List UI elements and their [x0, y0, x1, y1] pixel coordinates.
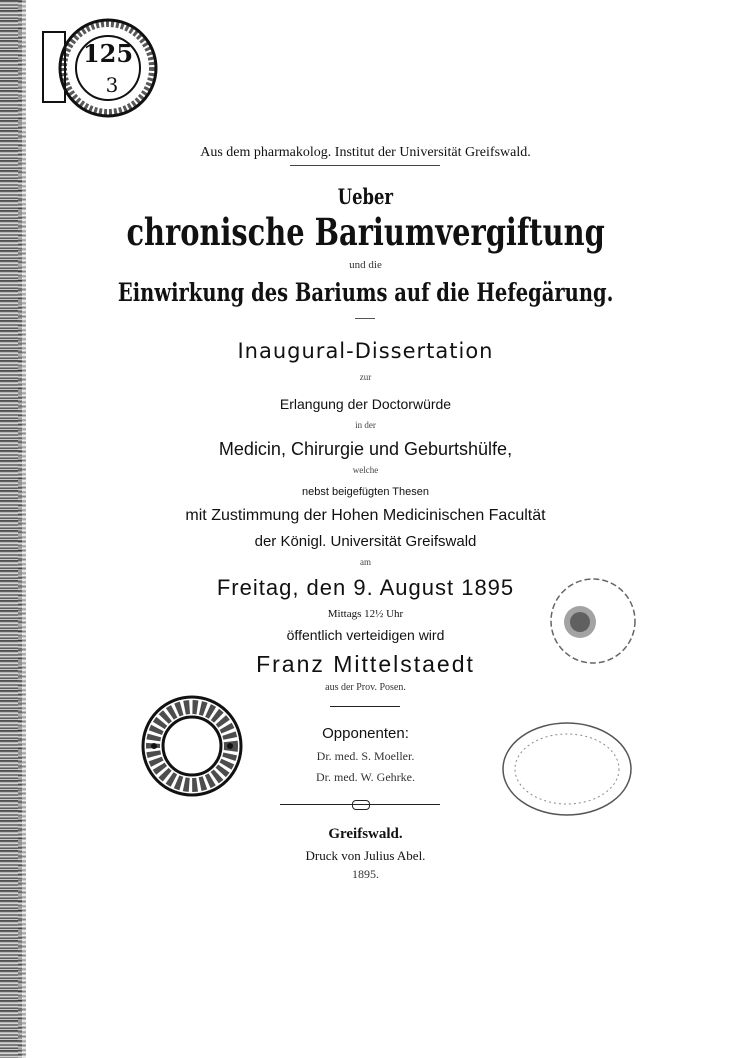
text-zustimmung: mit Zustimmung der Hohen Medicinischen Facultät	[185, 507, 546, 524]
imprint-printer: Druck von Julius Abel.	[305, 848, 426, 863]
author-rule	[330, 706, 400, 707]
text-erlangung: Erlangung der Doctorwürde	[279, 396, 452, 412]
imprint-year: 1895.	[352, 867, 379, 881]
text-thesen: nebst beigefügten Thesen	[301, 486, 429, 498]
institute-header: Aus dem pharmakolog. Institut der Universität Greifswald.	[200, 145, 531, 160]
title-und-die: und die	[349, 259, 382, 271]
opponent-2: Dr. med. W. Gehrke.	[316, 770, 415, 784]
author-origin: aus der Prov. Posen.	[325, 682, 406, 693]
opponent-1: Dr. med. S. Moeller.	[316, 749, 415, 763]
header-rule	[290, 165, 440, 166]
text-am: am	[360, 557, 371, 567]
author-name: Franz Mittelstaedt	[256, 651, 475, 677]
text-faculties: Medicin, Chirurgie und Geburtshülfe,	[218, 439, 513, 459]
main-title: chronische Bariumvergiftung	[126, 210, 605, 254]
opponents-heading: Opponenten:	[322, 725, 409, 742]
text-universitaet: der Königl. Universität Greifswald	[254, 533, 477, 550]
defense-time: Mittags 12½ Uhr	[327, 608, 404, 620]
text-in-der: in der	[355, 420, 376, 430]
text-verteidigen: öffentlich verteidigen wird	[286, 627, 445, 643]
round-stamp	[548, 576, 638, 666]
defense-date: Freitag, den 9. August 1895	[216, 575, 515, 600]
subtitle: Einwirkung des Bariums auf die Hefegärung.	[117, 278, 614, 307]
library-stamp	[40, 12, 158, 124]
text-welche: welche	[352, 465, 379, 475]
imprint-city: Greifswald.	[328, 826, 403, 842]
title-divider	[355, 318, 375, 319]
dissertation-heading: Inaugural-Dissertation	[237, 339, 494, 363]
ornament	[352, 800, 370, 810]
title-ueber: Ueber	[337, 184, 394, 209]
stamp-number: 125	[82, 39, 134, 68]
stamp-subnumber: 3	[105, 73, 119, 97]
text-zur: zur	[359, 372, 372, 382]
